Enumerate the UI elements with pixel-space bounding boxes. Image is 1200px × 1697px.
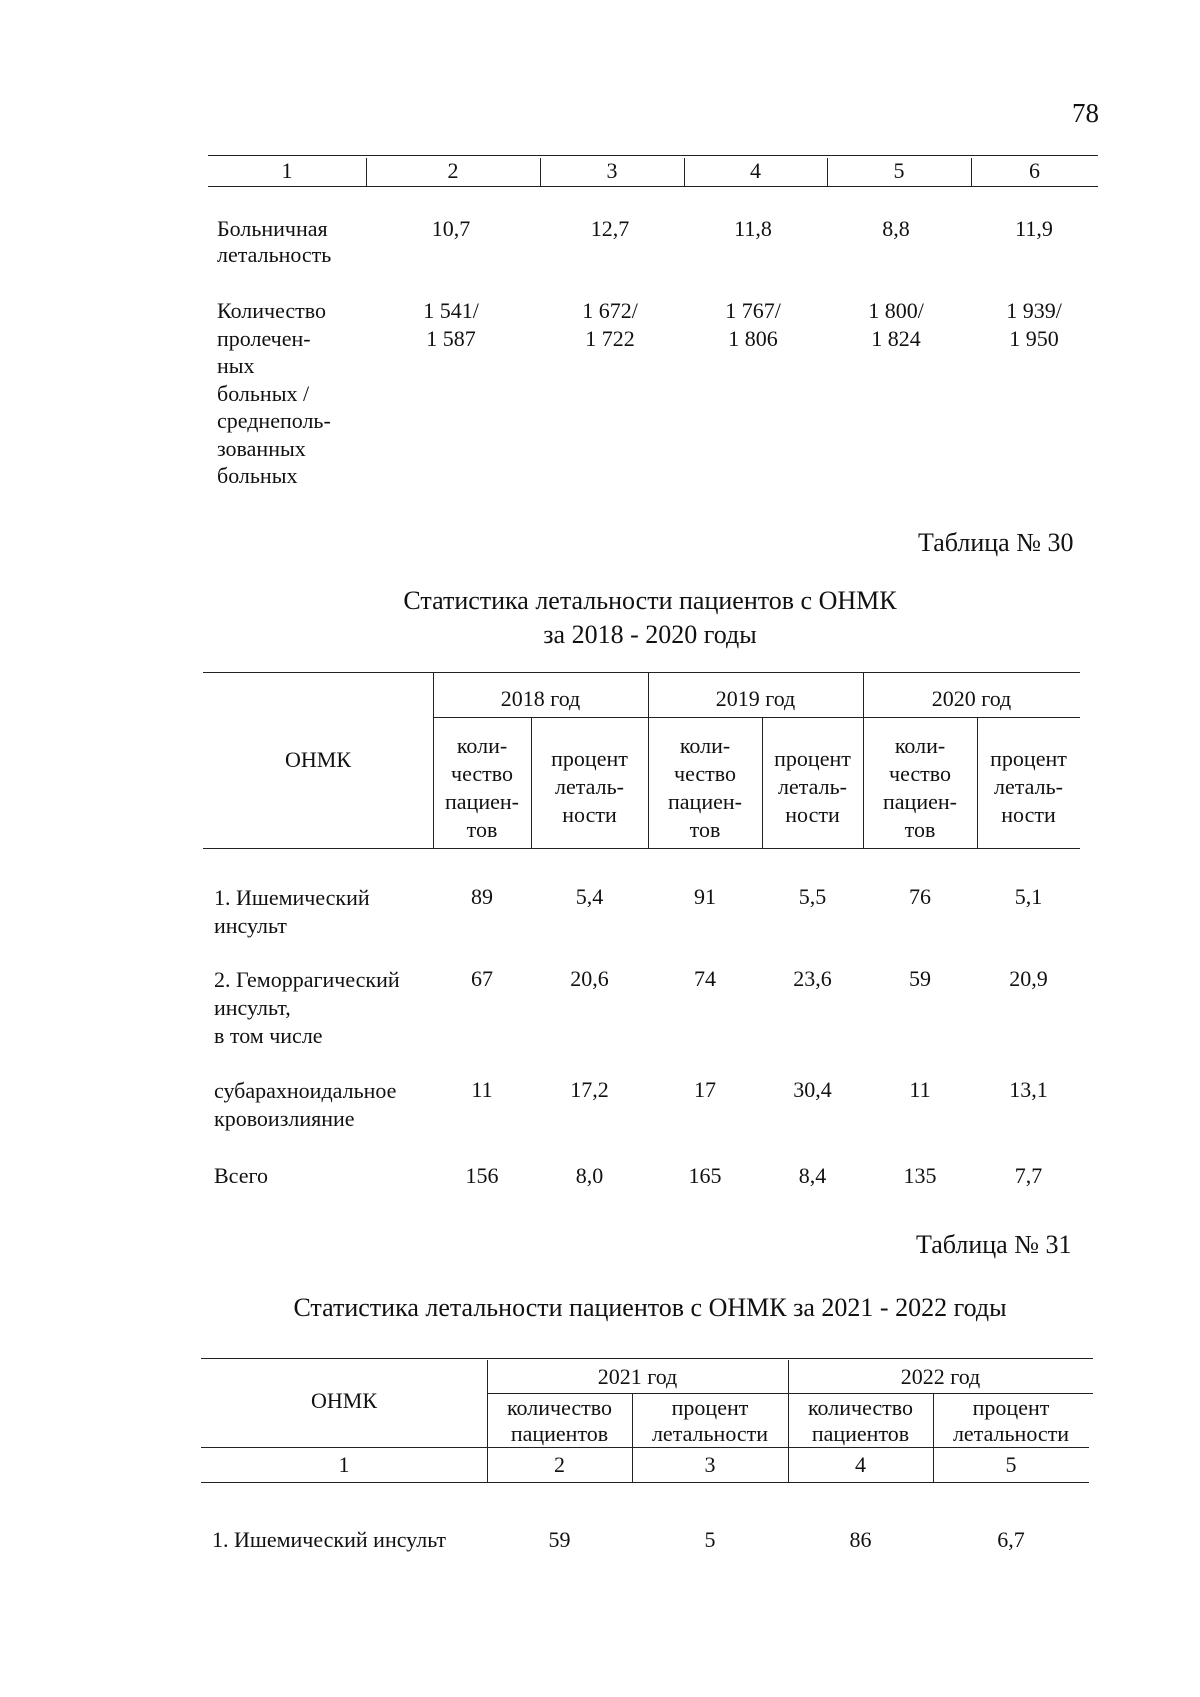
cell: 86	[849, 1527, 872, 1552]
col-number: 6	[1029, 158, 1040, 183]
col-number: 2	[554, 1452, 565, 1477]
cell: 1 939/ 1 950	[1006, 298, 1062, 351]
row-label: Всего	[214, 1163, 268, 1188]
cell: 5,4	[575, 884, 604, 909]
row-header: ОНМК	[310, 1388, 377, 1413]
cell: 67	[471, 966, 493, 991]
year-header: 2022 год	[900, 1364, 981, 1389]
cell: 7,7	[1014, 1163, 1043, 1188]
row-label: Количество пролечен- ных больных / среднеполь- зованных больных	[217, 298, 331, 488]
col-number: 1	[281, 158, 293, 183]
cell: 59	[909, 966, 931, 991]
row-label: 2. Геморрагический инсульт, в том числе	[214, 967, 400, 1048]
year-header: 2019 год	[715, 686, 796, 711]
cell: 8,4	[798, 1163, 827, 1188]
cell: 1 800/ 1 824	[868, 298, 924, 351]
cell: 5	[704, 1527, 716, 1552]
cell: 6,7	[997, 1527, 1025, 1552]
sub-header-count: коли- чество пациен- тов	[445, 733, 519, 842]
cell: 156	[465, 1163, 499, 1188]
cell: 12,7	[590, 216, 630, 241]
col-number: 3	[704, 1452, 716, 1477]
cell: 8,0	[575, 1163, 604, 1188]
cell: 11	[471, 1077, 493, 1102]
cell: 11,9	[1015, 216, 1053, 241]
table-title: за 2018 - 2020 годы	[543, 620, 757, 649]
year-header: 2021 год	[597, 1364, 678, 1389]
col-number: 4	[855, 1452, 866, 1477]
year-header: 2020 год	[931, 686, 1012, 711]
table-title: Статистика летальности пациентов с ОНМК за 2021 - 2022 годы	[293, 1293, 1007, 1322]
row-label: 1. Ишемический инсульт	[212, 1527, 447, 1552]
row-label: субарахноидальное кровоизлияние	[214, 1078, 397, 1131]
year-header: 2018 год	[500, 686, 581, 711]
col-number: 1	[338, 1452, 350, 1477]
row-header: ОНМК	[284, 747, 351, 772]
sub-header-count: коли- чество пациен- тов	[668, 733, 742, 842]
cell: 11,8	[734, 216, 772, 241]
col-number: 5	[1005, 1452, 1017, 1477]
cell: 91	[694, 884, 716, 909]
table-caption: Таблица № 30	[918, 528, 1074, 557]
row-label: Больничная летальность	[217, 216, 332, 267]
table-title: Статистика летальности пациентов с ОНМК	[403, 586, 897, 615]
sub-header-count: коли- чество пациен- тов	[883, 733, 957, 842]
sub-header-percent: процент леталь- ности	[990, 746, 1067, 827]
cell: 17	[694, 1077, 716, 1102]
cell: 76	[909, 884, 931, 909]
cell: 23,6	[793, 966, 832, 991]
cell: 165	[688, 1163, 722, 1188]
cell: 74	[694, 966, 716, 991]
col-number: 2	[447, 158, 459, 183]
sub-header-count: количество пациентов	[506, 1395, 613, 1446]
cell: 1 767/ 1 806	[725, 298, 781, 351]
sub-header-percent: процент летальности	[952, 1395, 1070, 1446]
cell: 17,2	[570, 1077, 609, 1102]
cell: 13,1	[1009, 1077, 1048, 1102]
col-number: 3	[606, 158, 618, 183]
col-number: 5	[893, 158, 905, 183]
page-number: 78	[1072, 98, 1099, 128]
sub-header-percent: процент леталь- ности	[774, 746, 851, 827]
cell: 59	[548, 1527, 571, 1552]
sub-header-count: количество пациентов	[807, 1395, 914, 1446]
cell: 11	[909, 1077, 931, 1102]
table-caption: Таблица № 31	[916, 1230, 1072, 1259]
cell: 89	[471, 884, 493, 909]
sub-header-percent: процент летальности	[651, 1395, 769, 1446]
row-label: 1. Ишемический инсульт	[214, 885, 370, 938]
cell: 5,5	[798, 884, 827, 909]
cell: 5,1	[1014, 884, 1043, 909]
cell: 10,7	[431, 216, 471, 241]
cell: 20,6	[570, 966, 609, 991]
cell: 30,4	[793, 1077, 832, 1102]
cell: 8,8	[882, 216, 910, 241]
col-number: 4	[750, 158, 761, 183]
cell: 135	[903, 1163, 937, 1188]
sub-header-percent: процент леталь- ности	[551, 746, 628, 827]
cell: 1 541/ 1 587	[423, 298, 479, 351]
cell: 1 672/ 1 722	[582, 298, 638, 351]
cell: 20,9	[1009, 966, 1048, 991]
